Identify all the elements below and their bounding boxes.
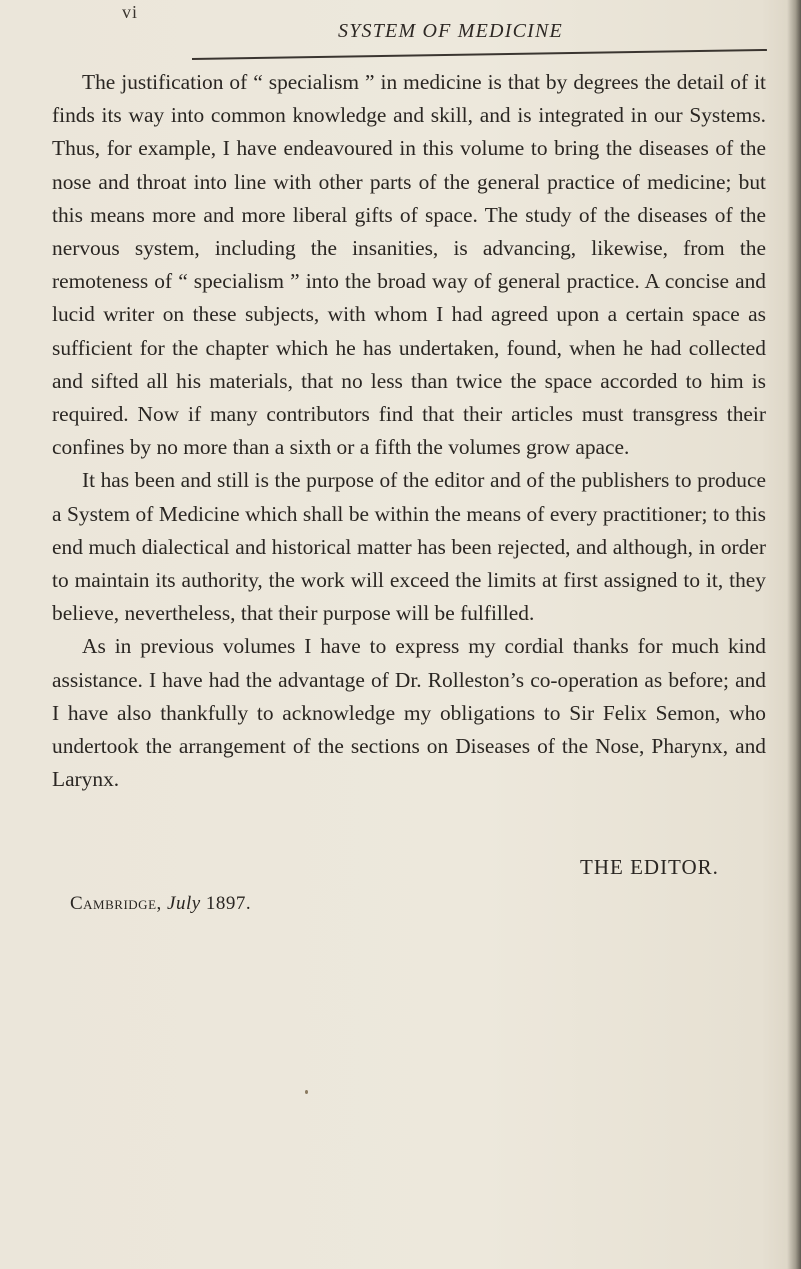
header-rule [192, 49, 767, 60]
dateline-month: July [167, 893, 201, 914]
dateline [70, 893, 251, 915]
paragraph-purpose: It has been and still is the purpose of the editor and of the publishers to produce a System of Medicine which shall be within the means of every practitioner; to this end much dialectical and historical matter has been rejected, and although, in order to maintain its authority, the work will exceed the limits at first assigned to it, they believe, nevertheless, that their purpose will be fulfilled. [52, 468, 766, 626]
page-number: vi [122, 2, 139, 22]
dateline-year: 1897. [205, 893, 252, 914]
page-gutter-shadow [787, 0, 801, 1269]
paragraph-thanks: As in previous volumes I have to express my cordial thanks for much kind assistance. I have had the advantage of Dr. Rolleston’s co-operation as before; and I have also thankfully to acknowledge my obligations to Sir Felix Semon, who undertook the arrangement of the sections on Diseases of the Nose, Pharynx, and Larynx. [52, 634, 766, 792]
editor-signature: THE EDITOR. [580, 855, 719, 879]
paper-speck [305, 1090, 308, 1094]
paragraph-specialism: The justification of “ specialism ” in medicine is that by degrees the detail of it finds its way into common knowledge and skill, and is integrated in our Systems. Thus, for example, I have endeavoured in this volume to bring the diseases of the nose and throat into line with other parts of the general practice of medicine; but this means more and more liberal gifts of space. The study of the diseases of the nervous system, including the insanities, is advancing, likewise, from the remoteness of “ specialism ” into the broad way of general practice. A concise and lucid writer on these subjects, with whom I had agreed upon a certain space as sufficient for the chapter which he has undertaken, found, when he had collected and sifted all his materials, that no less than twice the space accorded to him is required. Now if many contributors find that their articles must transgress their confines by no more than a sixth or a fifth the volumes grow apace. [52, 70, 766, 460]
running-title: SYSTEM OF MEDICINE [338, 20, 563, 42]
dateline-place: Cambridge, [70, 893, 162, 914]
preface-body [52, 66, 766, 796]
